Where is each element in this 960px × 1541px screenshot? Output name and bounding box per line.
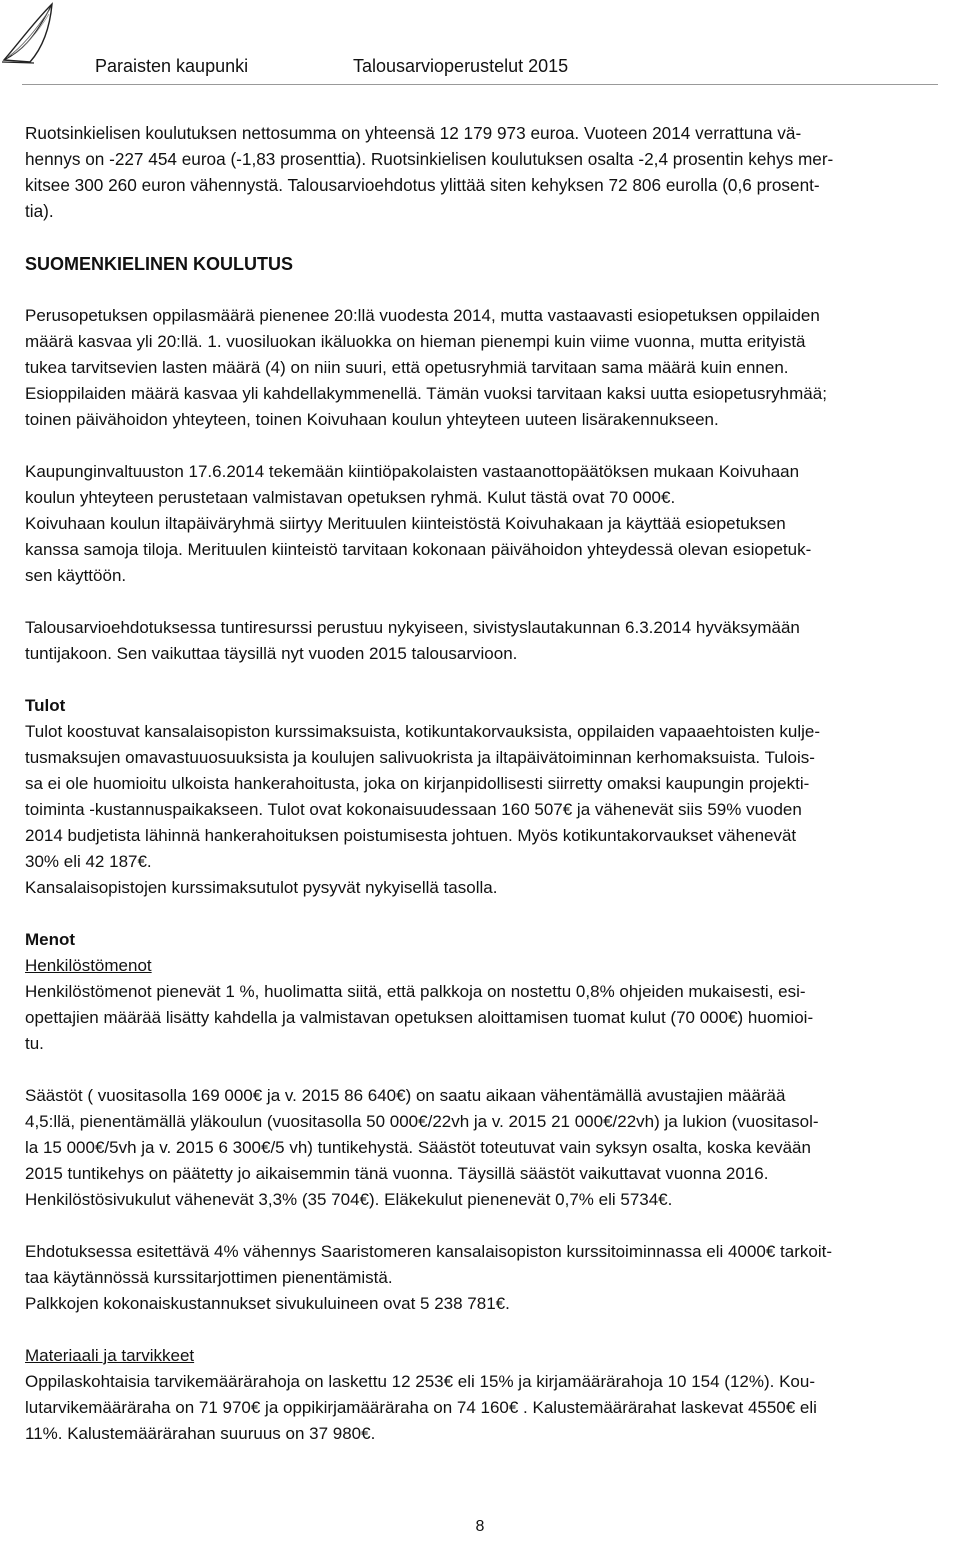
text-line: toiminta -kustannuspaikakseen. Tulot ovat kokonaisuudessaan 160 507€ ja vähenevät siis 59% vuoden xyxy=(25,800,802,819)
text-line: Talousarvioehdotuksessa tuntiresurssi perustuu nykyiseen, sivistyslautakunnan 6.3.2014 hyväksymään xyxy=(25,618,800,637)
paragraph-refugees xyxy=(25,459,943,589)
text-line: tukea tarvitsevien lasten määrä (4) on niin suuri, että opetusryhmiä tarvitaan sama määrä kuin ennen. xyxy=(25,358,789,377)
text-line: 2014 budjetista lähinnä hankerahoituksen poistumisesta johtuen. Myös kotikuntakorvaukset vähenevät xyxy=(25,826,797,845)
text-line: tu. xyxy=(25,1034,44,1053)
text-line: 2015 tuntikehys on päätetty jo aikaisemmin tänä vuonna. Täysillä säästöt vaikuttavat vuonna 2016. xyxy=(25,1164,769,1183)
text-line: koulun yhteyteen perustetaan valmistavan opetuksen ryhmä. Kulut tästä ovat 70 000€. xyxy=(25,488,676,507)
text-line: Tulot koostuvat kansalaisopiston kurssimaksuista, kotikuntakorvauksista, oppilaiden vapaaehtoisten kulje- xyxy=(25,722,821,741)
text-line: Henkilöstömenot pienevät 1 %, huolimatta siitä, että palkkoja on nostettu 0,8% ohjeiden mukaisesti, esi- xyxy=(25,982,806,1001)
text-line: 4,5:llä, pienentämällä yläkoulun (vuositasolla 50 000€/22vh ja v. 2015 21 000€/22vh) ja lukion (vuositasol- xyxy=(25,1112,819,1131)
paragraph-savings xyxy=(25,1083,943,1213)
text-line: lutarvikemääräraha on 71 970€ ja oppikirjamääräraha on 74 160€ . Kalustemäärärahat laskevat 4550€ eli xyxy=(25,1398,817,1417)
page-number: 8 xyxy=(475,1518,485,1535)
document-body xyxy=(25,120,943,1447)
section-revenue xyxy=(25,693,943,901)
text-line: Oppilaskohtaisia tarvikemäärärahoja on laskettu 12 253€ eli 15% ja kirjamäärärahoja 10 154 (12%). Kou- xyxy=(25,1372,816,1391)
city-logo xyxy=(0,0,62,66)
paragraph-hours xyxy=(25,615,943,667)
paragraph-proposal xyxy=(25,1239,943,1317)
text-line: tia). xyxy=(25,201,54,221)
personnel-subheading: Henkilöstömenot xyxy=(25,956,152,975)
intro-paragraph xyxy=(25,120,943,224)
text-line: Palkkojen kokonaiskustannukset sivukuluineen ovat 5 238 781€. xyxy=(25,1294,510,1313)
text-line: Koivuhaan koulun iltapäiväryhmä siirtyy Merituulen kiinteistöstä Koivuhakaan ja käyttää esiopetuksen xyxy=(25,514,786,533)
text-line: Ruotsinkielisen koulutuksen nettosumma on yhteensä 12 179 973 euroa. Vuoteen 2014 verrattuna vä- xyxy=(25,123,802,143)
header-organization: Paraisten kaupunki xyxy=(95,56,249,76)
expenses-heading: Menot xyxy=(25,930,76,949)
header-document-title: Talousarvioperustelut 2015 xyxy=(353,56,569,76)
text-line: määrä kasvaa yli 20:llä. 1. vuosiluokan ikäluokka on hieman pienempi kuin viime vuonna, mutta erityistä xyxy=(25,332,806,351)
text-line: opettajien määrää lisätty kahdella ja valmistavan opetuksen aloittamisen tuomat kulut (70 000€) huomioi- xyxy=(25,1008,814,1027)
text-line: 30% eli 42 187€. xyxy=(25,852,152,871)
revenue-heading: Tulot xyxy=(25,696,66,715)
text-line: Perusopetuksen oppilasmäärä pienenee 20:llä vuodesta 2014, mutta vastaavasti esiopetuksen oppilaiden xyxy=(25,306,820,325)
materials-subheading: Materiaali ja tarvikkeet xyxy=(25,1346,195,1365)
text-line: kitsee 300 260 euron vähennystä. Talousarvioehdotus ylittää siten kehyksen 72 806 eurolla (0,6 prosent- xyxy=(25,175,820,195)
header-divider xyxy=(22,84,938,85)
text-line: 11%. Kalustemäärärahan suuruus on 37 980€. xyxy=(25,1424,376,1443)
section-materials xyxy=(25,1343,943,1447)
text-line: tusmaksujen omavastuuosuuksista ja koulujen salivuokrista ja iltapäivätoiminnan kerhomaksuista. Tulois- xyxy=(25,748,815,767)
text-line: taa käytännössä kurssitarjottimen pienentämistä. xyxy=(25,1268,393,1287)
text-line: la 15 000€/5vh ja v. 2015 6 300€/5 vh) tuntikehystä. Säästöt toteutuvat vain syksyn osalta, koska kevään xyxy=(25,1138,811,1157)
text-line: Ehdotuksessa esitettävä 4% vähennys Saaristomeren kansalaisopiston kurssitoiminnassa eli 4000€ tarkoit- xyxy=(25,1242,832,1261)
text-line: Kaupunginvaltuuston 17.6.2014 tekemään kiintiöpakolaisten vastaanottopäätöksen mukaan Koivuhaan xyxy=(25,462,800,481)
text-line: toinen päivähoidon yhteyteen, toinen Koivuhaan koulun yhteyteen uuteen lisärakennukseen. xyxy=(25,410,719,429)
text-line: sen käyttöön. xyxy=(25,566,127,585)
text-line: hennys on -227 454 euroa (-1,83 prosenttia). Ruotsinkielisen koulutuksen osalta -2,4 prosentin kehys mer- xyxy=(25,149,834,169)
section-expenses xyxy=(25,927,943,1057)
section-heading: SUOMENKIELINEN KOULUTUS xyxy=(25,254,294,274)
paragraph-pupils xyxy=(25,303,943,433)
text-line: sa ei ole huomioitu ulkoista hankerahoitusta, joka on kirjanpidollisesti siirretty omaksi kaupungin projekti- xyxy=(25,774,810,793)
text-line: Kansalaisopistojen kurssimaksutulot pysyvät nykyisellä tasolla. xyxy=(25,878,498,897)
text-line: Henkilöstösivukulut vähenevät 3,3% (35 704€). Eläkekulut pienenevät 0,7% eli 5734€. xyxy=(25,1190,673,1209)
text-line: Säästöt ( vuositasolla 169 000€ ja v. 2015 86 640€) on saatu aikaan vähentämällä avustajien määrää xyxy=(25,1086,786,1105)
text-line: tuntijakoon. Sen vaikuttaa täysillä nyt vuoden 2015 talousarvioon. xyxy=(25,644,518,663)
text-line: kanssa samoja tiloja. Merituulen kiinteistö tarvitaan kokonaan päivähoidon yhteydessä olevan esiopetuk- xyxy=(25,540,812,559)
text-line: Esioppilaiden määrä kasvaa yli kahdellakymmenellä. Tämän vuoksi tarvitaan kaksi uutta esiopetusryhmää; xyxy=(25,384,827,403)
